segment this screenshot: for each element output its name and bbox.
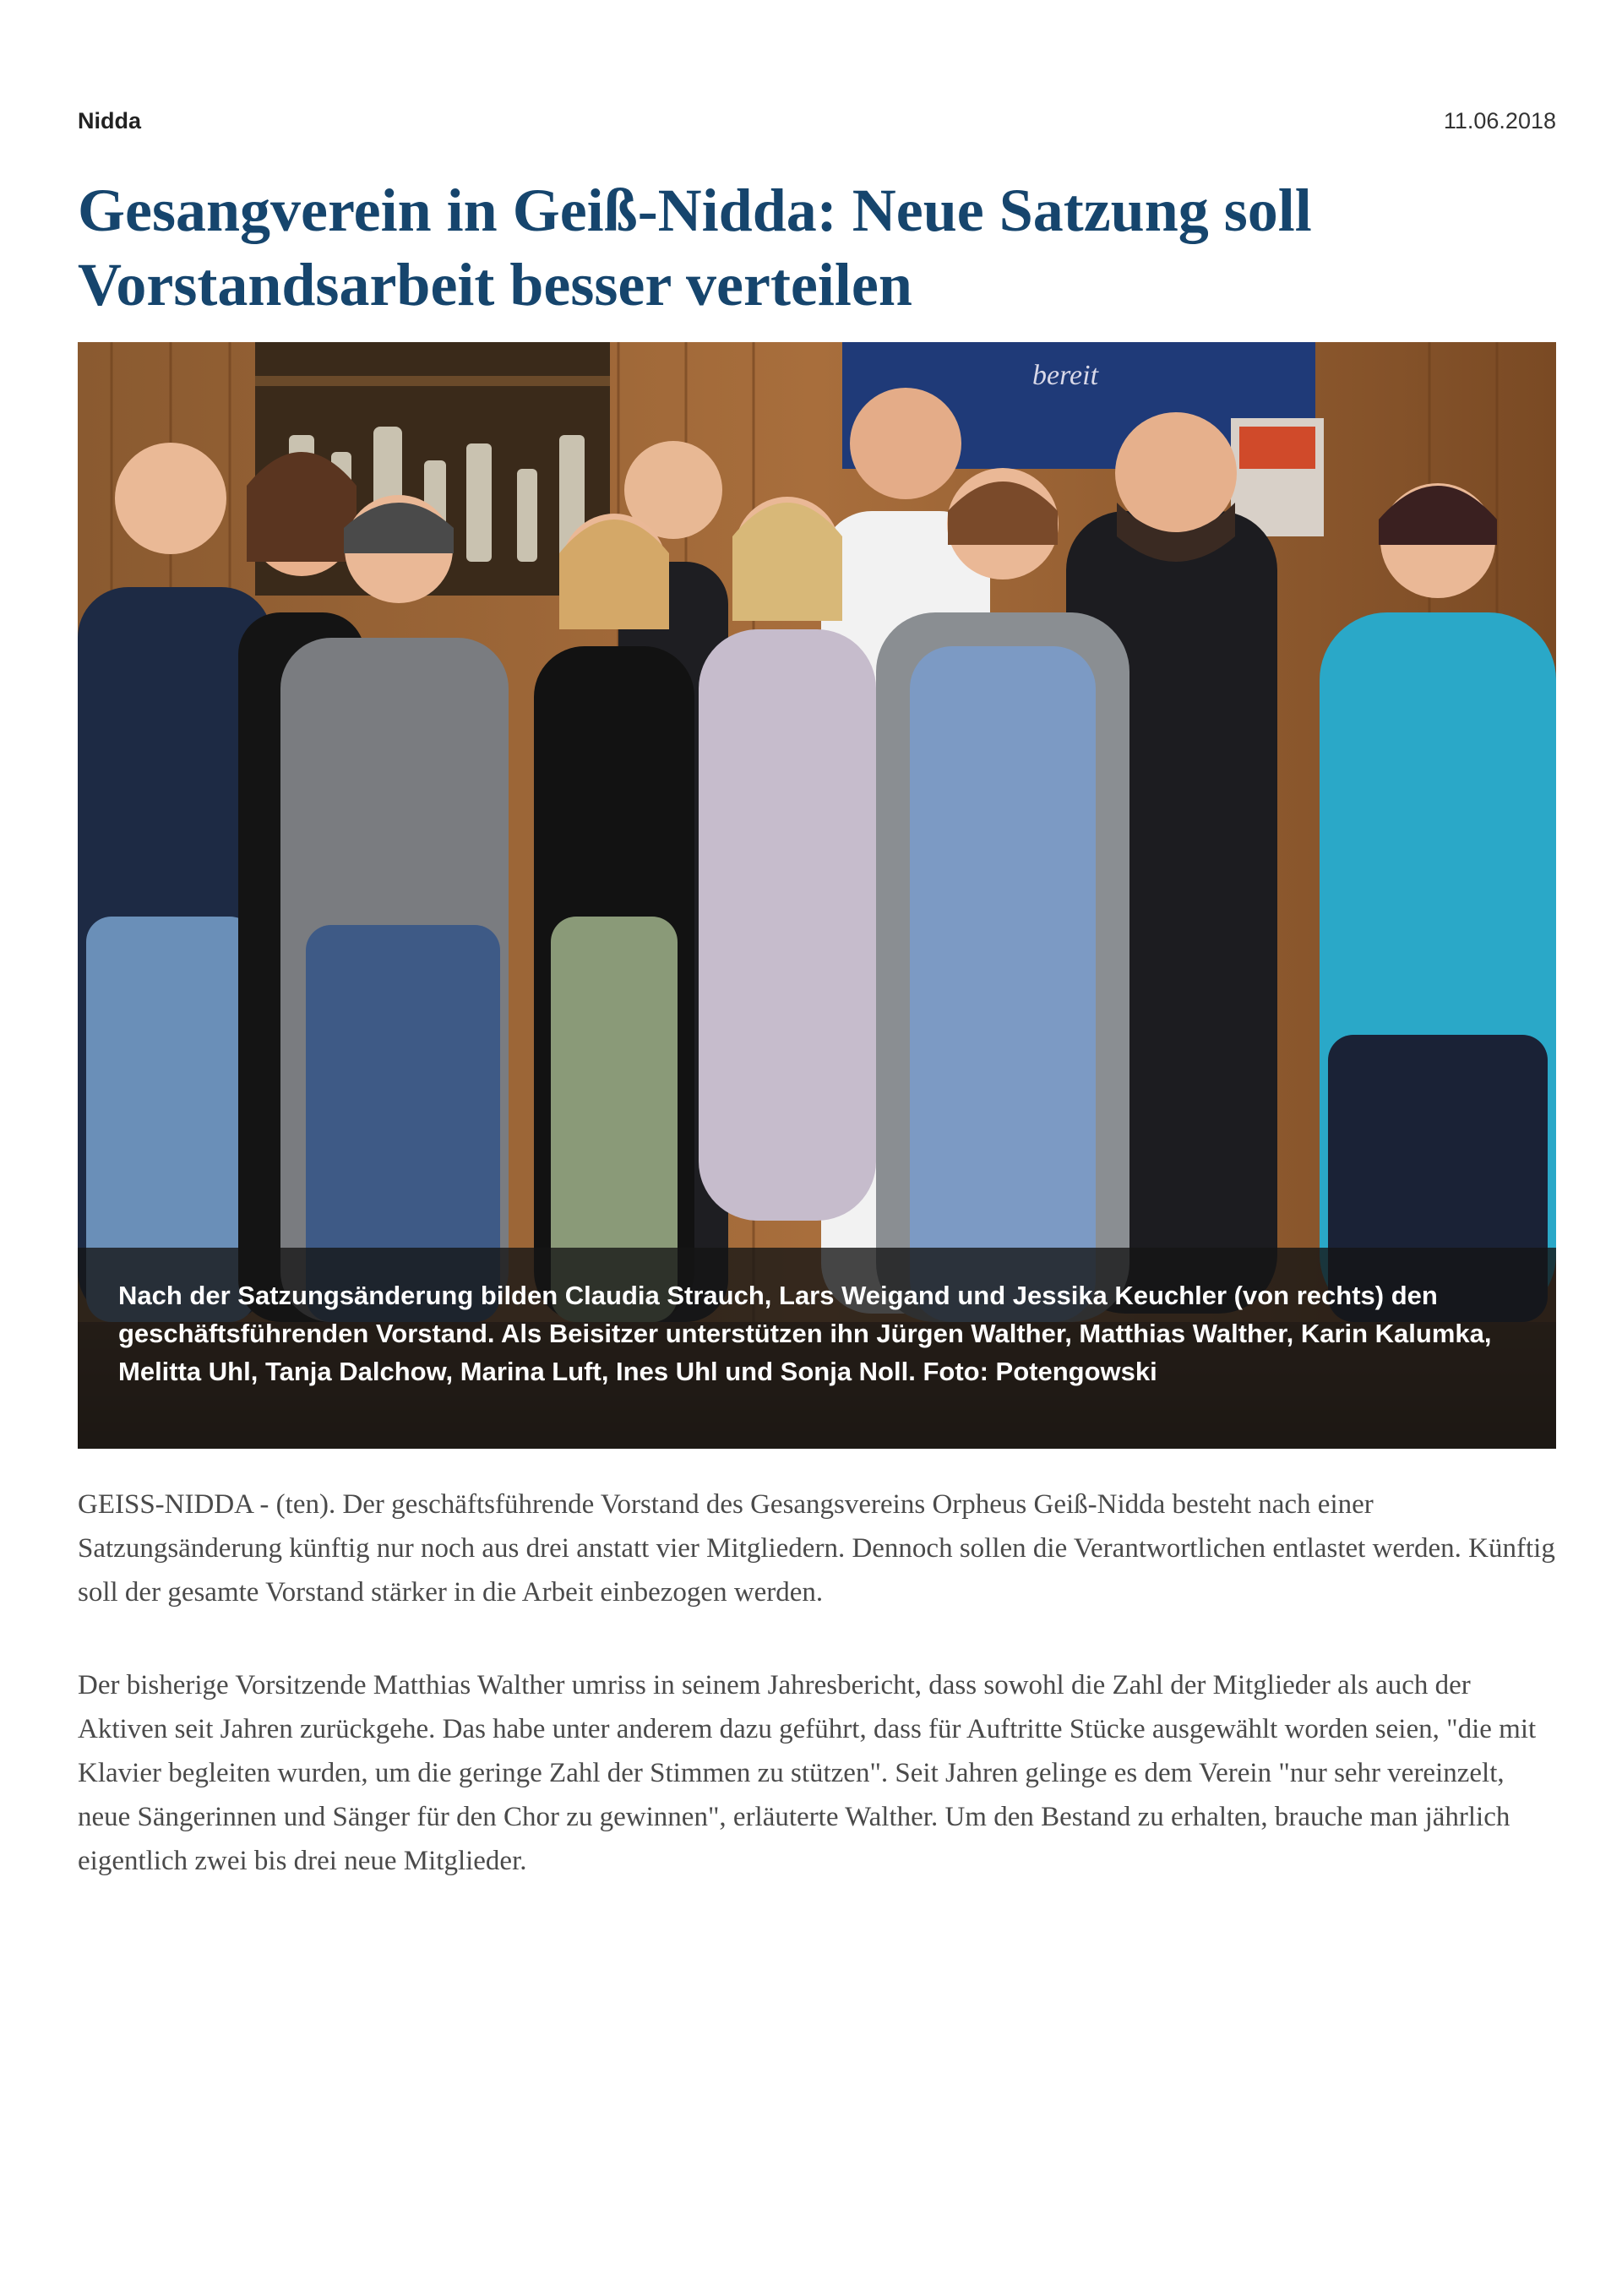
- article-paragraph: GEISS-NIDDA - (ten). Der geschäftsführende Vorstand des Gesangsvereins Orpheus Geiß-Nidda besteht nach einer Satzungsänderung künftig nur noch aus drei anstatt vier Mitgliedern. Dennoch sollen die Verantwortlichen entlastet werden. Künftig soll der gesamte Vorstand stärker in die Arbeit einbezogen werden.: [78, 1489, 1555, 1608]
- category-label[interactable]: Nidda: [78, 108, 142, 133]
- article-page: [78, 0, 1556, 2296]
- article-photo: [78, 342, 1556, 1449]
- article-headline: Gesangverein in Geiß-Nidda: Neue Satzung soll Vorstandsarbeit besser verteilen: [78, 177, 1312, 318]
- publish-date: 11.06.2018: [1443, 108, 1556, 133]
- article-paragraph: Der bisherige Vorsitzende Matthias Walther umriss in seinem Jahresbericht, dass sowohl die Zahl der Mitglieder als auch der Aktiven seit Jahren zurückgehe. Das habe unter anderem dazu geführt, dass für Auftritte Stücke ausgewählt worden seien, "die mit Klavier begleiten wurden, um die geringe Zahl der Stimmen zu stützen". Seit Jahren gelinge es dem Verein "nur sehr vereinzelt, neue Sängerinnen und Sänger für den Chor zu gewinnen", erläuterte Walther. Um den Bestand zu erhalten, brauche man jährlich eigentlich zwei bis drei neue Mitglieder.: [78, 1670, 1537, 1876]
- article-body: [78, 1483, 1556, 1932]
- photo-caption-text: Nach der Satzungsänderung bilden Claudia Strauch, Lars Weigand und Jessika Keuchler (von rechts) den geschäftsführenden Vorstand. Als Beisitzer unterstützen ihn Jürgen Walther, Matthias Walther, Karin Kalumka, Melitta Uhl, Tanja Dalchow, Marina Luft, Ines Uhl und Sonja Noll. Foto: Potengowski: [118, 1281, 1492, 1386]
- article-meta-bar: [78, 108, 1556, 142]
- banner-text: bereit: [1032, 360, 1099, 391]
- photo-caption: [78, 1248, 1556, 1449]
